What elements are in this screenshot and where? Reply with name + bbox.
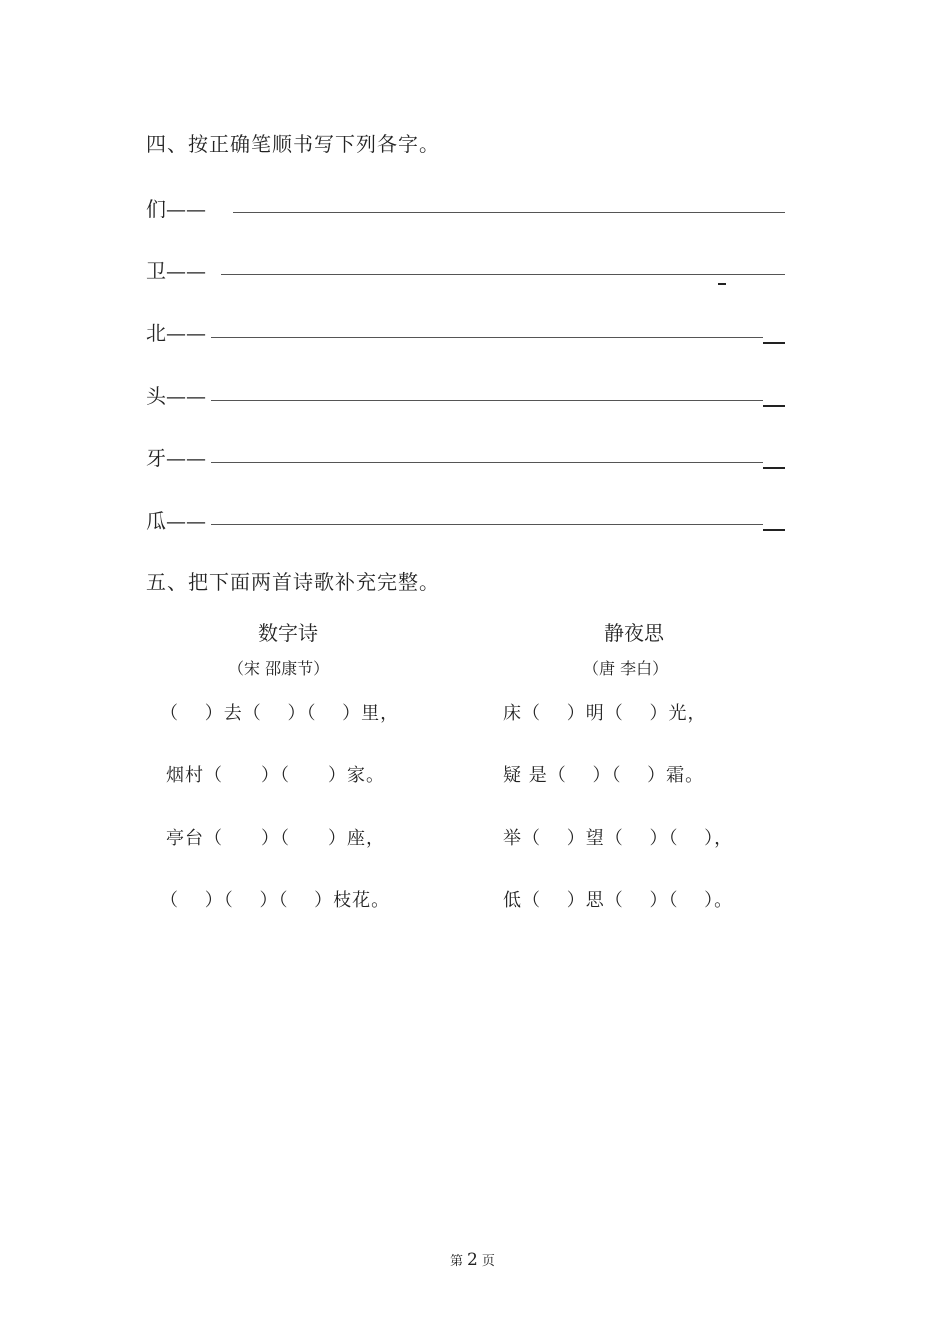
stroke-item-label: 牙—— <box>146 446 206 470</box>
line-tick-mark <box>763 342 785 344</box>
line-tick-mark <box>763 405 785 407</box>
poem-author: （宋 邵康节） <box>228 659 330 678</box>
poem-line: 亭台（ ）（ ）座， <box>166 828 385 849</box>
stroke-item-label: 瓜—— <box>146 509 206 533</box>
page-number: 2 <box>467 1250 478 1270</box>
line-tick-mark <box>718 283 726 285</box>
poem-author: （唐 李白） <box>583 659 669 678</box>
stroke-item-label: 们—— <box>146 197 206 221</box>
writing-line[interactable] <box>211 400 763 401</box>
poem-line: 床（ ）明（ ）光， <box>503 703 707 724</box>
section4-heading: 四、按正确笔顺书写下列各字。 <box>146 132 440 156</box>
poem-line: 烟村（ ）（ ）家。 <box>166 765 385 786</box>
page-footer <box>450 1250 495 1270</box>
writing-line[interactable] <box>211 462 763 463</box>
writing-line[interactable] <box>233 212 785 213</box>
stroke-item-label: 头—— <box>146 384 206 408</box>
poem-title: 数字诗 <box>258 621 318 645</box>
stroke-item-label: 北—— <box>146 321 206 345</box>
poem-line: （ ）（ ）（ ）枝花。 <box>160 890 391 911</box>
poem-line: 举（ ）望（ ）（ ）， <box>503 828 734 849</box>
footer-prefix: 第 <box>450 1254 464 1269</box>
writing-line[interactable] <box>221 274 785 275</box>
section5-heading: 五、把下面两首诗歌补充完整。 <box>146 570 440 594</box>
line-tick-mark <box>763 467 785 469</box>
poem-line: 低（ ）思（ ）（ ）。 <box>503 890 734 911</box>
poem-title: 静夜思 <box>604 621 664 645</box>
footer-suffix: 页 <box>481 1254 495 1269</box>
poem-line: 疑 是（ ）（ ）霜。 <box>503 765 705 786</box>
stroke-item-label: 卫—— <box>146 259 206 283</box>
writing-line[interactable] <box>211 524 763 525</box>
writing-line[interactable] <box>211 337 763 338</box>
line-tick-mark <box>763 529 785 531</box>
poem-line: （ ）去（ ）（ ）里， <box>160 703 400 724</box>
